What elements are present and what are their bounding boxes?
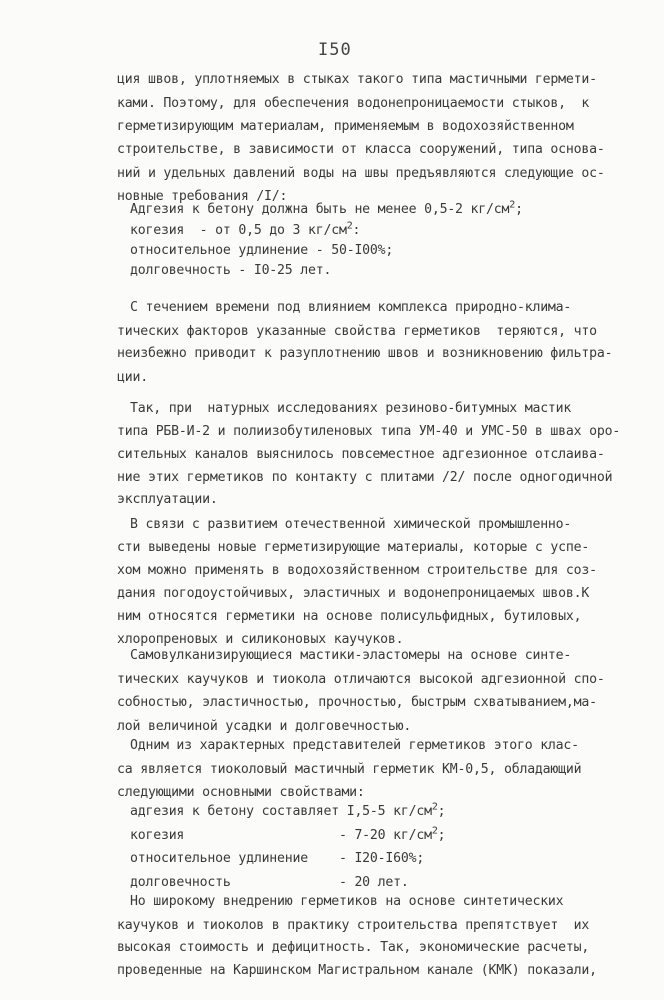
superscript: 2 bbox=[509, 199, 516, 211]
text-line: сти выведены новые герметизирующие материалы, которые с успе- bbox=[117, 540, 590, 555]
text-line: следующими основными свойствами: bbox=[117, 785, 365, 800]
superscript: 2 bbox=[431, 801, 438, 813]
text-line bbox=[130, 221, 360, 241]
line-text: адгезия к бетону составляет I,5-5 кг/см bbox=[130, 804, 432, 819]
line-text: : bbox=[352, 223, 361, 238]
line-text: когезия - 7-20 кг/см bbox=[130, 828, 432, 843]
text-line: хом можно применять в водохозяйственном строительстве для соз- bbox=[117, 563, 597, 578]
text-line: сительных каналов выяснилось повсеместное адгезионное отслаива- bbox=[117, 447, 605, 462]
text-line: тических каучуков и тиокола отличаются высокой адгезионной спо- bbox=[117, 672, 605, 687]
text-line: ции. bbox=[117, 370, 148, 385]
text-line: относительное удлинение - I20-I60%; bbox=[130, 851, 425, 866]
text-line: В связи с развитием отечественной химической промышленно- bbox=[130, 517, 572, 532]
line-text: ; bbox=[515, 202, 523, 217]
superscript: 2 bbox=[346, 220, 353, 232]
text-line: хлоропреновых и силиконовых каучуков. bbox=[117, 632, 404, 647]
line-text: ; bbox=[437, 804, 446, 819]
line-text: Адгезия к бетону должна быть не менее 0,5-2 кг/см bbox=[130, 202, 510, 217]
text-line: долговечность - I0-25 лет. bbox=[130, 263, 332, 278]
text-line bbox=[130, 802, 445, 822]
page-number: I50 bbox=[318, 40, 352, 60]
superscript: 2 bbox=[431, 825, 438, 837]
text-line: типа РБВ-И-2 и полиизобутиленовых типа УМ-40 и УМС-50 в швах оро- bbox=[117, 424, 621, 439]
text-line: неизбежно приводит к разуплотнению швов и возникновению фильтра- bbox=[117, 346, 613, 361]
text-line: герметизирующим материалам, применяемым в водохозяйственном bbox=[117, 119, 574, 134]
text-line: са является тиоколовый мастичный герметик КМ-0,5, обладающий bbox=[117, 762, 582, 777]
text-line: Самовулканизирующиеся мастики-эластомеры на основе синте- bbox=[130, 648, 572, 663]
text-line: собностью, эластичностью, прочностью, быстрым схватыванием,ма- bbox=[117, 695, 597, 710]
text-line: Так, при натурных исследованиях резиново-битумных мастик bbox=[130, 401, 572, 416]
text-line: тических факторов указанные свойства герметиков теряются, что bbox=[117, 324, 597, 339]
line-text: когезия - от 0,5 до 3 кг/см bbox=[130, 223, 347, 238]
text-line bbox=[130, 826, 445, 846]
line-text: ; bbox=[437, 828, 446, 843]
text-line: эксплуатации. bbox=[117, 492, 218, 507]
text-line: каучуков и тиоколов в практику строительства препятствует их bbox=[117, 918, 590, 933]
text-line: строительстве, в зависимости от класса сооружений, типа основа- bbox=[117, 142, 605, 157]
text-line bbox=[130, 200, 523, 220]
text-line: дания погодоустойчивых, эластичных и водонепроницаемых швов.К bbox=[117, 586, 590, 601]
text-line: Одним из характерных представителей герметиков этого клас- bbox=[130, 738, 579, 753]
text-line: ние этих герметиков по контакту с плитами /2/ после одногодичной bbox=[117, 470, 613, 485]
text-line: ним относятся герметики на основе полисульфидных, бутиловых, bbox=[117, 609, 582, 624]
text-line: Но широкому внедрению герметиков на основе синтетических bbox=[130, 894, 564, 909]
text-line: ция швов, уплотняемых в стыках такого типа мастичными гермети- bbox=[117, 72, 597, 87]
text-line: ний и удельных давлений воды на швы предъявляются следующие ос- bbox=[117, 166, 605, 181]
text-line: С течением времени под влиянием комплекса природно-клима- bbox=[130, 300, 572, 315]
text-line: лой величиной усадки и долговечностью. bbox=[117, 719, 412, 734]
text-line: высокая стоимость и дефицитность. Так, экономические расчеты, bbox=[117, 940, 590, 955]
text-line: относительное удлинение - 50-I00%; bbox=[130, 243, 394, 258]
text-line: ками. Поэтому, для обеспечения водонепроницаемости стыков, к bbox=[117, 96, 590, 111]
text-line: долговечность - 20 лет. bbox=[130, 875, 409, 890]
text-line: новные требования /I/: bbox=[117, 189, 288, 204]
text-line: проведенные на Каршинском Магистральном канале (КМК) показали, bbox=[117, 963, 597, 978]
